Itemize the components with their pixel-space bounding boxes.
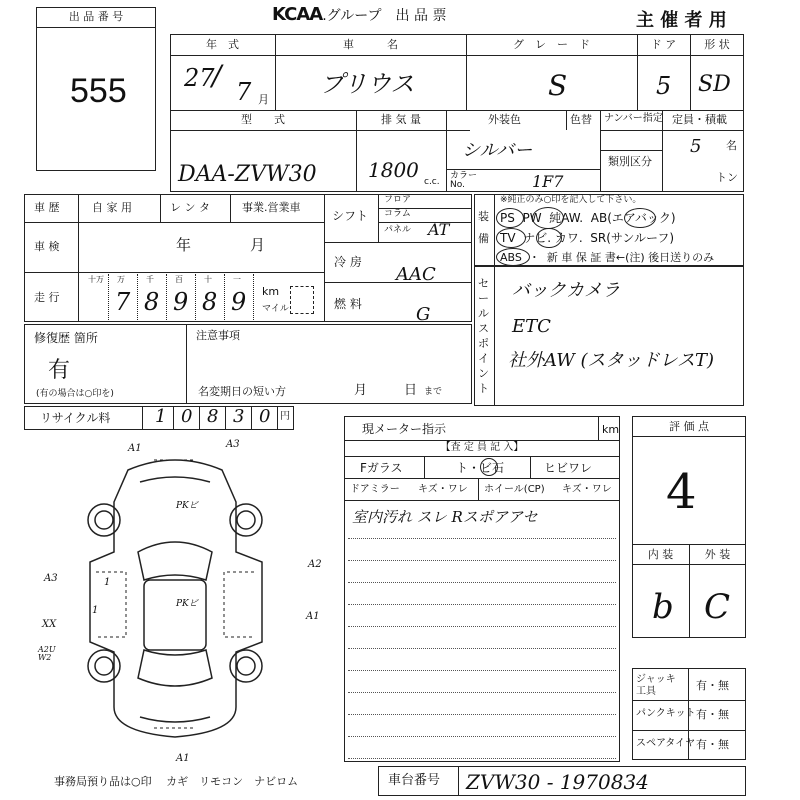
recycle-digit: 8 [207,406,219,427]
fuel-label: 燃 料 [334,297,362,311]
aircon-label: 冷 房 [334,255,362,269]
spare-label: スペアタイヤ [636,738,696,749]
year-label: 年 式 [206,38,239,51]
shift-label: シフト [332,209,369,223]
shift-value: AT [428,220,450,239]
form-title-text: .グループ 出 品 票 [322,8,447,24]
slash: / [212,59,222,92]
mileage-digit: 8 [144,288,160,316]
year-month-unit: 月 [258,93,269,106]
inspection-year: 年 [176,236,192,254]
glass-crack: ヒビワレ [544,461,593,475]
chassis-value: ZVW30 - 1970834 [466,770,649,794]
displacement-unit: c.c. [424,177,440,187]
name-label: 車 名 [343,38,398,51]
doors-value: 5 [656,72,672,100]
repair-value: 有 [48,358,71,383]
year-value: 27 [184,64,215,92]
mileage-unit-label: 百 [175,275,183,284]
equipment-label: 装備 [478,210,489,245]
note-rule-line [348,648,616,649]
caution-label: 注意事項 [196,329,240,342]
wheel-front-right [230,504,262,536]
equip-ab-desc: (エアバック) [607,211,676,225]
inspector-label: 【査 定 員 記 入】 [440,442,524,453]
spare-option[interactable]: 有・無 [696,738,729,751]
displacement-label: 排 気 量 [381,113,421,126]
load-unit: トン [716,171,738,184]
equip-abs: ABS [500,251,522,264]
history-label: 車 歴 [34,201,60,214]
wheel-front-left [88,504,120,536]
expiry-day: 日 [404,383,418,398]
equip-pw: PW [522,211,542,225]
doors-label: ド ア [650,38,677,51]
inspection-month: 月 [250,236,266,254]
body-value: SD [698,72,731,97]
rear-window-outline [138,650,212,686]
equip-navi: ナビ [523,231,548,245]
glass-opts: ト・ビ石 [456,461,505,475]
color-no-value: 1F7 [532,172,564,191]
color-no-label: カラー No. [450,171,478,190]
jack-label: ジャッキ工具 [636,674,676,697]
circle-abs [496,248,530,266]
note-rule-line [348,604,616,605]
ext-color-value: シルバー [462,140,533,161]
mileage-unit-label: 万 [117,275,125,284]
mirror-opts: キズ・ワレ [418,484,468,495]
shift-floor: フロア [384,195,412,205]
circle-navi [536,228,562,248]
meter-label: 現メーター指示 [362,422,447,436]
equipment-note: ※純正のみ○印を記入して下さい。 [500,195,642,205]
private-use: 自 家 用 [92,201,132,214]
expiry-suffix: まで [424,387,443,397]
repair-label: 修復歴 箇所 [34,331,98,345]
puncture-option[interactable]: 有・無 [696,708,729,721]
expiry-month: 月 [354,383,368,398]
capacity-value: 5 [690,136,702,157]
equip-dot: ・ [528,251,540,264]
glass-label: Fガラス [360,461,403,475]
equip-ab: AB [590,211,608,225]
body-label: 形 状 [704,38,730,51]
wheel-opts: キズ・ワレ [562,484,612,495]
mark-left-1b: 1 [92,605,99,616]
shift-column: コラム [384,209,411,219]
note-rule-line [348,560,616,561]
mileage-label: 走 行 [34,291,60,304]
capacity-unit: 名 [726,139,737,152]
inspection-label: 車 検 [34,240,60,253]
wheel-rear-left [88,650,120,682]
rental-use: レ ン タ [170,201,210,214]
windshield-outline [138,542,212,580]
recycle-unit: 円 [280,411,290,422]
equipment-line2 [500,232,674,244]
grade-value: S [548,69,568,102]
glass-opt-ishi: 石 [492,461,505,475]
note-rule-line [348,736,616,737]
year-month: 7 [236,78,252,106]
equip-ps: PS [500,211,515,225]
circle-tv [496,228,526,248]
grade-label: グ レ ー ド [513,38,590,51]
mark-left-xx: XX [42,619,57,630]
sales-point-2: ETC [512,316,551,337]
mile-label: マイル [262,304,289,314]
model-label: 型 式 [241,113,285,126]
mark-left-a2u: A2U W2 [38,645,56,662]
equip-warranty: 新 車 保 証 書←(注) 後日送りのみ [546,251,715,264]
mark-right-a1: A1 [306,611,320,622]
mileage-digit: 9 [231,288,247,316]
note-rule-line [348,582,616,583]
lot-number: 555 [70,72,127,110]
note-rule-line [348,670,616,671]
color-change-label: 色替 [570,113,592,126]
equipment-line3 [500,252,714,263]
exterior-value: C [704,587,731,627]
meter-unit: km [602,423,620,436]
recycle-digit: 0 [259,406,271,427]
role-label: 主 催 者 用 [636,10,727,31]
recycle-label: リサイクル料 [40,411,111,425]
glass-opt-to: ト [456,461,469,475]
sales-points-label: セールスポイント [478,277,489,395]
equip-sr: SR(サンルーフ) [590,231,675,245]
lot-number-label: 出 品 番 号 [68,10,124,23]
displacement-value: 1800 [368,158,419,182]
model-value: DAA-ZVW30 [178,162,317,187]
mark-hood: PKビ [176,501,198,511]
chassis-label: 車台番号 [388,773,441,788]
form-title [272,6,446,24]
note-rule-line [348,538,616,539]
ext-color-label: 外装色 [488,113,521,126]
office-note: 事務局預り品は○印 カギ リモコン ナビロム [54,775,299,788]
name-value: プリウス [320,70,415,98]
note-rule-line [348,626,616,627]
recycle-digit: 1 [155,406,167,427]
mark-left-1: 1 [104,577,111,588]
glass-opt-bi: ビ [480,461,493,475]
mirror-label: ドアミラー [350,484,400,495]
recycle-digit: 0 [181,406,193,427]
circle-glass-bi [480,458,498,476]
mileage-digit: 7 [115,288,131,316]
mark-front-a1: A1 [128,443,142,454]
car-diagram [0,432,340,772]
equip-leather: . カワ. [547,231,583,245]
brand-name: KCAA [272,4,323,25]
mark-front-a3: A3 [226,439,240,450]
roof-outline [144,580,206,650]
mark-roof: PKビ [176,599,198,609]
wheel-rear-right [230,650,262,682]
km-label: km [262,285,280,298]
exterior-label: 外 装 [704,548,731,561]
shift-panel: パネル [384,225,412,235]
aircon-value: AAC [396,264,436,285]
note-rule-line [348,758,616,759]
interior-label: 内 装 [647,548,674,561]
jack-option[interactable]: 有・無 [696,679,729,692]
nameplate-label: ナンバー指定 [604,113,663,124]
wheel-label: ホイール(CP) [484,484,545,495]
mark-left-a3: A3 [44,573,58,584]
mileage-unit-label: 十 [204,275,212,284]
mileage-unit-label: 十万 [88,275,104,284]
sales-point-3: 社外AW (スタッドレスT) [508,350,715,371]
mark-rear-a1: A1 [176,753,190,764]
equip-aw: 純AW. [549,211,584,225]
mileage-check-box[interactable] [290,286,314,314]
mileage-unit-label: 一 [233,275,241,284]
score-label: 評 価 点 [669,420,709,433]
mileage-unit-label: 千 [146,275,154,284]
capacity-label: 定員・積載 [672,113,727,126]
circle-ab [624,208,656,228]
note-rule-line [348,714,616,715]
inspection-notes: 室内汚れ スレ Rスポアアセ [352,508,538,526]
interior-value: b [652,587,674,627]
sales-point-1: バックカメラ [512,280,620,301]
puncture-label: パンクキット [636,708,696,719]
circle-pw [532,207,564,229]
score-value: 4 [666,464,697,520]
mileage-digit: 8 [202,288,218,316]
mileage-digit: 9 [173,288,189,316]
mark-right-a2: A2 [308,559,322,570]
class-label: 類別区分 [608,155,652,168]
equip-tv: TV [500,231,516,245]
business-use: 事業.営業車 [242,201,301,214]
expiry-label: 名変期日の短い方 [198,385,286,398]
fuel-value: G [416,304,431,325]
recycle-digit: 3 [233,406,245,427]
repair-note: (有の場合は○印を) [36,389,114,399]
note-rule-line [348,692,616,693]
circle-ps [496,208,524,228]
